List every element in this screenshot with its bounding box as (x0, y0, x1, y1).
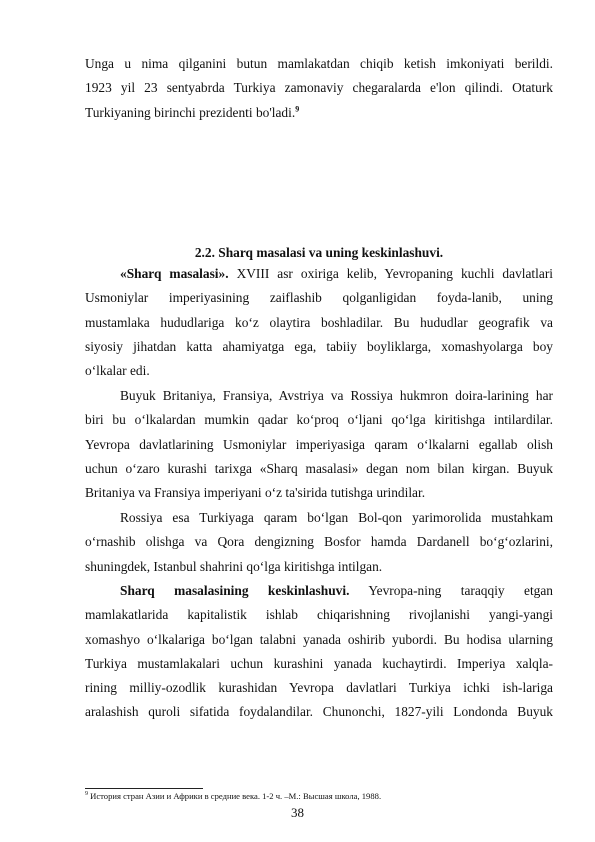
text-line: Buyuk Britaniya, Fransiya, Avstriya va Rossiya hukmron doira-larining har (120, 388, 553, 403)
footnote-marker: 9 (85, 791, 88, 798)
section-heading: 2.2. Sharq masalasi va uning keskinlashuvi. (194, 245, 444, 260)
paragraph-rossiya (85, 506, 553, 579)
footnote (85, 791, 381, 801)
text-line: siyosiy jihatdan katta ahamiyatga ega, tabiiy boyliklarga, xomashyolarga boy (85, 338, 553, 354)
text-line: shuningdek, Istanbul shahrini qo‘lga kiritishga intilgan. (85, 558, 383, 574)
paragraph-top (85, 52, 553, 125)
text-line: biri bu o‘lkalardan mumkin qadar ko‘proq o‘ljani qo‘lga kiritishga intilardilar. (85, 412, 553, 428)
term-keskinlashuvi: Sharq masalasining keskinlashuvi. (120, 583, 350, 598)
paragraph-keskinlashuvi (85, 579, 553, 725)
text-line: uchun o‘zaro kurashi tarixga «Sharq masalasi» degan nom bilan kirgan. Buyuk (85, 460, 553, 476)
text-line: 1923 yil 23 sentyabrda Turkiya zamonaviy chegaralarda e'lon qilindi. Otaturk (85, 80, 553, 96)
text-line: Yevropa davlatlarining Usmoniylar imperiyasiga qaram o‘lkalarni egallab olish (85, 436, 553, 452)
page-number: 38 (291, 805, 304, 820)
text-line: mustamlaka hududlariga ko‘z olaytira boshladilar. Bu hududlar geografik va (85, 314, 553, 330)
text-line: aralashish quroli sifatida foydalandilar. Chunonchi, 1827-yili Londonda Buyuk (85, 704, 553, 720)
text-line (85, 262, 553, 286)
text-line: Rossiya esa Turkiyaga qaram bo‘lgan Bol-qon yarimorolida mustahkam (120, 510, 553, 525)
text-line: Unga u nima qilganini butun mamlakatdan chiqib ketish imkoniyati berildi. (85, 56, 553, 71)
text-line: Usmoniylar imperiyasining zaiflashib qolganligidan foyda-lanib, uning (85, 290, 553, 306)
text-line: o‘lkalar edi. (85, 363, 150, 379)
text-line (85, 579, 553, 603)
term-sharq-masalasi: «Sharq masalasi». (120, 266, 229, 281)
text-line: Britaniya va Fransiya imperiyani o‘z ta'sirida tutishga urindilar. (85, 485, 426, 501)
text-line: o‘rnashib olishga va Qora dengizning Bosfor hamda Dardanell bo‘g‘ozlarini, (85, 534, 553, 550)
text-line: rining milliy-ozodlik kurashidan Yevropa davlatlari Turkiya ichki ish-lariga (85, 680, 553, 696)
paragraph-sharq-masalasi (85, 262, 553, 383)
text-line: Turkiya mustamlakalari uchun kurashini yanada kuchaytirdi. Imperiya xalqla- (85, 655, 553, 671)
footnote-text: История стран Азии и Африки в средние века. 1-2 ч. –М.: Высшая школа, 1988. (88, 791, 382, 801)
footnote-reference[interactable]: 9 (295, 104, 300, 114)
text-line: xomashyo o‘lkalariga bo‘lgan talabni yanada oshirib yubordi. Bu hodisa ularning (85, 631, 553, 647)
text-line: mamlakatlarida kapitalistik ishlab chiqarishning rivojlanishi yangi-yangi (85, 607, 553, 623)
footnote-divider (85, 788, 203, 789)
text-fragment: Yevropa-ning taraqqiy etgan (349, 583, 553, 598)
text-fragment: Turkiyaning birinchi prezidenti bo'ladi. (85, 104, 296, 120)
paragraph-powers (85, 384, 553, 505)
text-line (85, 101, 553, 125)
text-fragment: XVIII asr oxiriga kelib, Yevropaning kuchli davlatlari (228, 266, 553, 281)
